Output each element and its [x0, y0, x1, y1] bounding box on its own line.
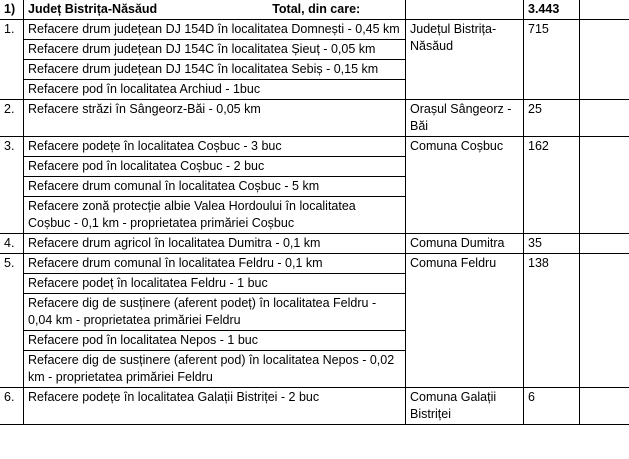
table-header-row	[0, 0, 629, 20]
works-cell	[24, 137, 406, 234]
amount-cell: 715	[524, 20, 580, 100]
row-number: 2.	[0, 100, 24, 137]
row-number: 1.	[0, 20, 24, 100]
beneficiary-cell: Comuna Dumitra	[406, 234, 524, 254]
works-cell	[24, 254, 406, 388]
work-item: Refacere podețe în localitatea Galații Bistriței - 2 buc	[28, 390, 320, 404]
extra-cell	[580, 20, 629, 100]
table-row	[0, 137, 629, 234]
beneficiary-cell: Comuna Galații Bistriței	[406, 388, 524, 425]
county-name: Județ Bistrița-Năsăud	[28, 2, 158, 16]
work-item: Refacere dig de susținere (aferent podeț) în localitatea Feldru - 0,04 km - proprietatea primăriei Feldru	[24, 294, 405, 331]
work-item: Refacere podețe în localitatea Coșbuc - 3 buc	[24, 137, 405, 157]
header-empty-extra	[580, 0, 629, 20]
work-item: Refacere pod în localitatea Archiud - 1buc	[28, 82, 261, 96]
row-number: 5.	[0, 254, 24, 388]
table-row	[0, 100, 629, 137]
table-row	[0, 234, 629, 254]
extra-cell	[580, 100, 629, 137]
beneficiary-cell: Comuna Feldru	[406, 254, 524, 388]
works-cell	[24, 20, 406, 100]
amount-cell: 162	[524, 137, 580, 234]
amount-cell: 6	[524, 388, 580, 425]
extra-cell	[580, 234, 629, 254]
work-item: Refacere drum județean DJ 154C în localitatea Sebiș - 0,15 km	[24, 60, 405, 80]
amount-cell: 25	[524, 100, 580, 137]
table-row	[0, 254, 629, 388]
table-row	[0, 20, 629, 100]
header-number: 1)	[0, 0, 24, 20]
beneficiary-cell: Județul Bistrița-Năsăud	[406, 20, 524, 100]
work-item: Refacere drum comunal în localitatea Coșbuc - 5 km	[24, 177, 405, 197]
row-number: 3.	[0, 137, 24, 234]
header-total-value: 3.443	[524, 0, 580, 20]
header-empty-beneficiary	[406, 0, 524, 20]
work-item: Refacere pod în localitatea Nepos - 1 buc	[24, 331, 405, 351]
work-item: Refacere zonă protecție albie Valea Hordoului în localitatea Coșbuc - 0,1 km - proprietatea primăriei Coșbuc	[28, 199, 356, 230]
work-item: Refacere dig de susținere (aferent pod) în localitatea Nepos - 0,02 km - proprietatea primăriei Feldru	[28, 353, 395, 384]
extra-cell	[580, 254, 629, 388]
work-item: Refacere străzi în Sângeorz-Băi - 0,05 km	[28, 102, 261, 116]
header-county-total	[24, 0, 406, 20]
table-row	[0, 388, 629, 425]
work-item: Refacere drum comunal în localitatea Feldru - 0,1 km	[24, 254, 405, 274]
works-cell	[24, 234, 406, 254]
work-item: Refacere podeț în localitatea Feldru - 1 buc	[24, 274, 405, 294]
extra-cell	[580, 388, 629, 425]
work-item: Refacere drum județean DJ 154D în localitatea Domnești - 0,45 km	[24, 20, 405, 40]
row-number: 6.	[0, 388, 24, 425]
beneficiary-cell: Comuna Coșbuc	[406, 137, 524, 234]
row-number: 4.	[0, 234, 24, 254]
beneficiary-cell: Orașul Sângeorz - Băi	[406, 100, 524, 137]
work-item: Refacere pod în localitatea Coșbuc - 2 buc	[24, 157, 405, 177]
total-label: Total, din care:	[272, 2, 361, 16]
work-item: Refacere drum agricol în localitatea Dumitra - 0,1 km	[28, 236, 321, 250]
works-cell	[24, 100, 406, 137]
works-cell	[24, 388, 406, 425]
amount-cell: 35	[524, 234, 580, 254]
amount-cell: 138	[524, 254, 580, 388]
extra-cell	[580, 137, 629, 234]
work-item: Refacere drum județean DJ 154C în localitatea Șieuț - 0,05 km	[24, 40, 405, 60]
